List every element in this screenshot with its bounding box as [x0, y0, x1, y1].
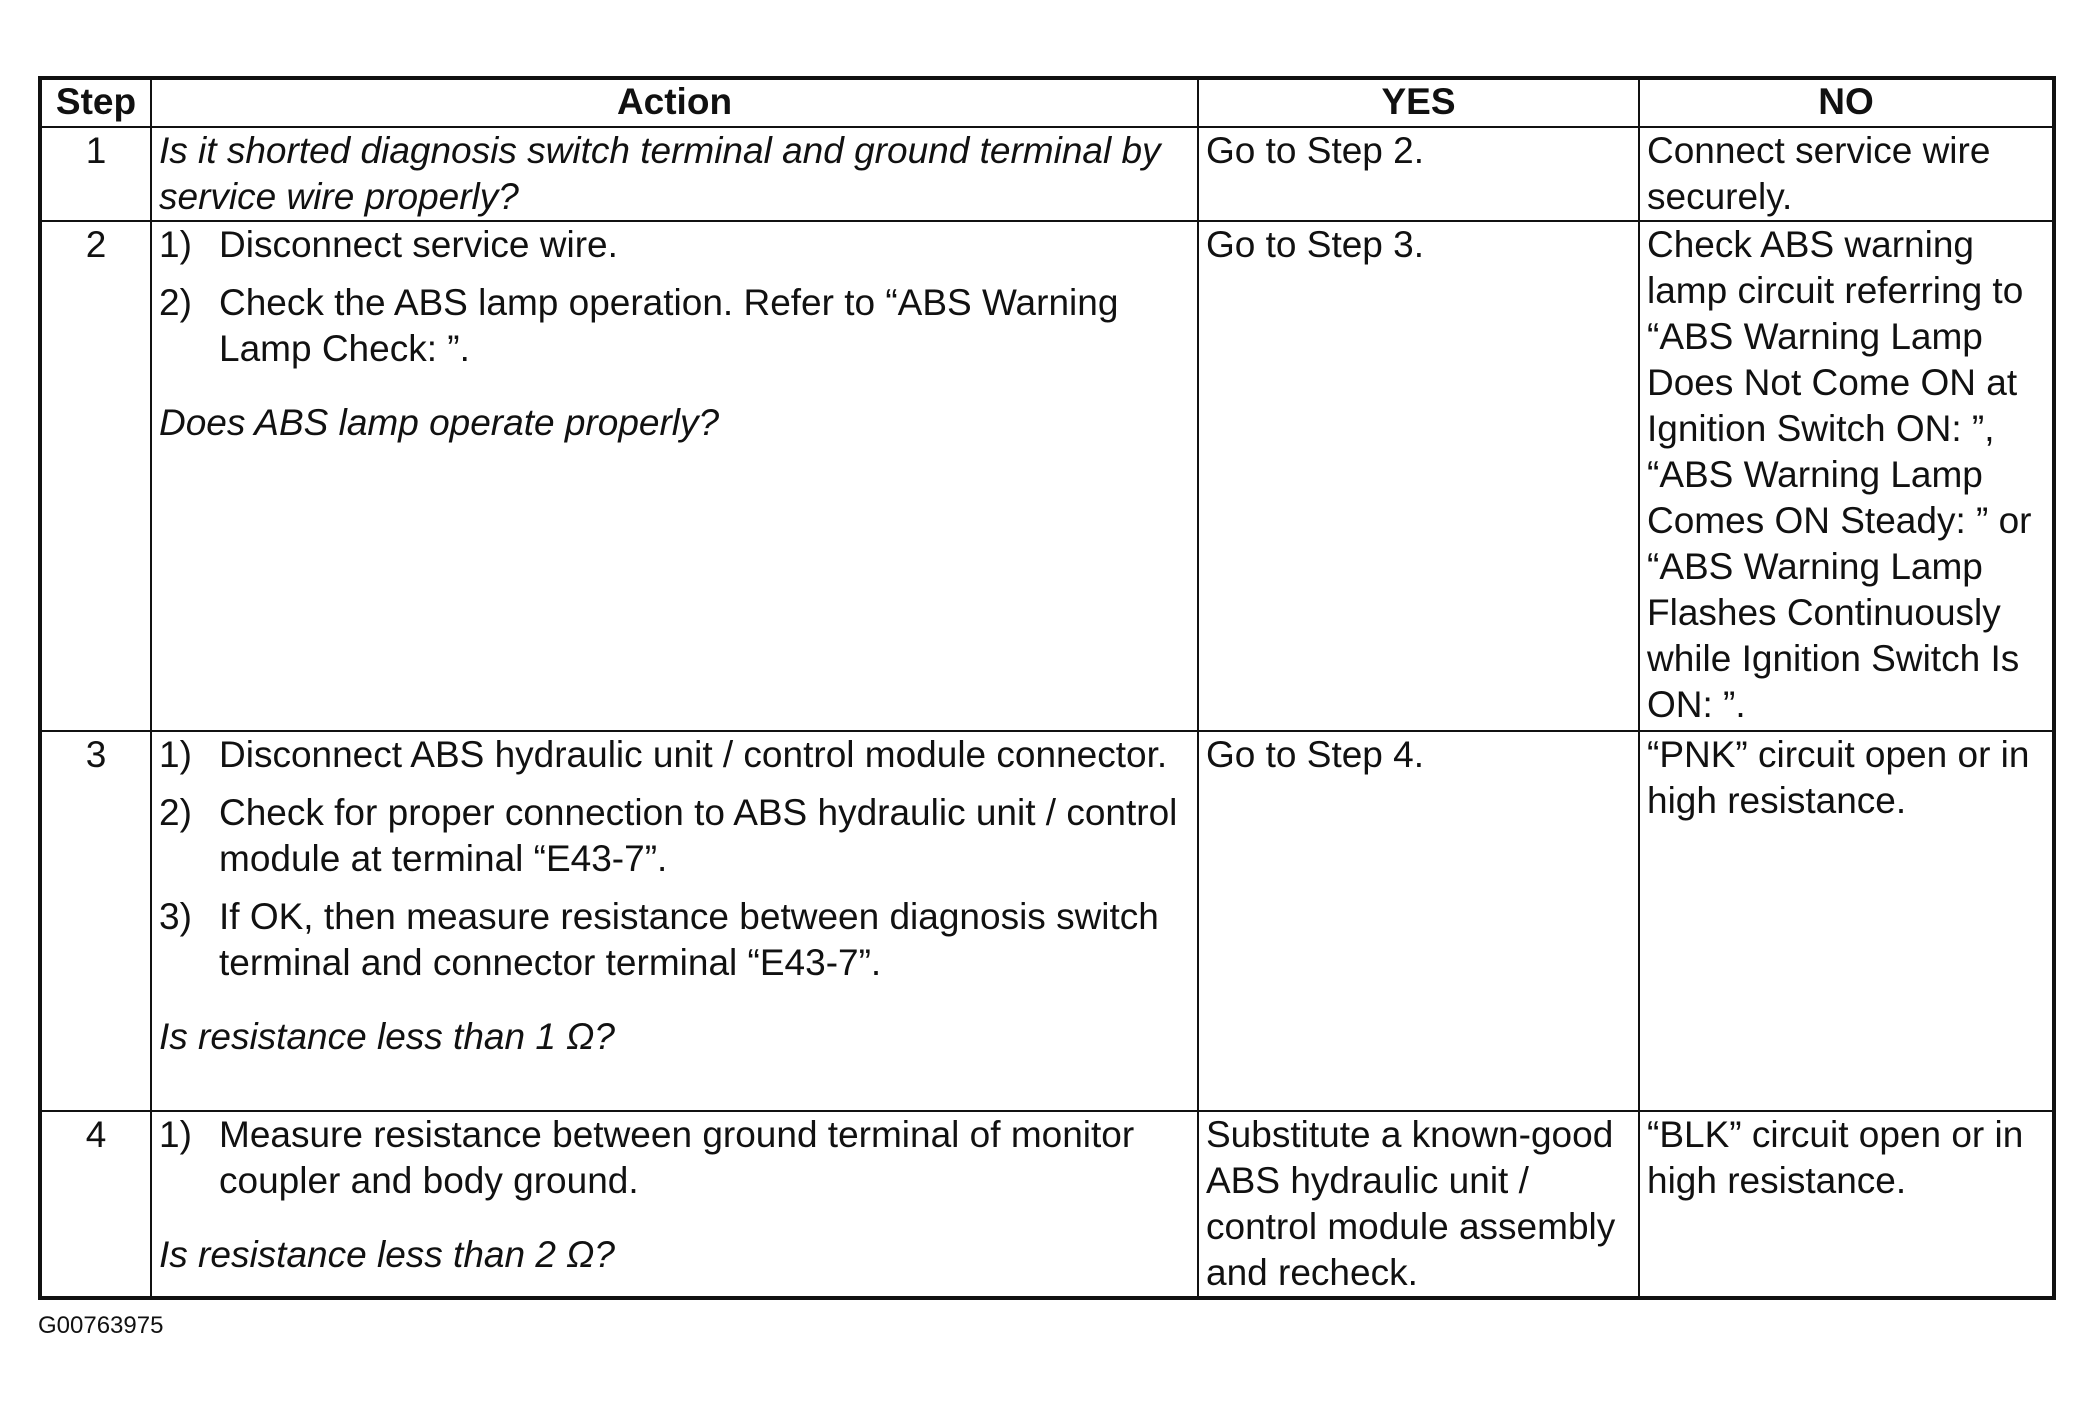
action-item-number: 1): [159, 734, 192, 775]
action-question: Is it shorted diagnosis switch terminal and ground terminal by service wire properly?: [159, 130, 1161, 217]
yes-cell: Go to Step 4.: [1198, 731, 1639, 1111]
action-item-number: 2): [159, 282, 192, 323]
action-cell: [151, 731, 1198, 1111]
action-cell: [151, 127, 1198, 221]
figure-id: G00763975: [38, 1312, 164, 1339]
action-item: [159, 732, 1190, 778]
action-item: [159, 222, 1190, 268]
yes-cell: Go to Step 3.: [1198, 221, 1639, 731]
header-yes: YES: [1198, 78, 1639, 127]
header-step: Step: [40, 78, 151, 127]
action-list: [159, 1112, 1190, 1204]
action-item: [159, 790, 1190, 882]
action-cell: [151, 1111, 1198, 1298]
action-item: [159, 280, 1190, 372]
no-cell: “BLK” circuit open or in high resistance.: [1639, 1111, 2054, 1298]
action-question: Is resistance less than 1 Ω?: [159, 1016, 615, 1057]
no-cell: Check ABS warning lamp circuit referring to “ABS Warning Lamp Does Not Come ON at Ignition Switch ON: ”, “ABS Warning Lamp Comes ON Steady: ” or “ABS Warning Lamp Flashes Continuously while Ignition Switch Is ON: ”.: [1639, 221, 2054, 731]
step-number: 3: [40, 731, 151, 1111]
action-item-text: Check the ABS lamp operation. Refer to “ABS Warning Lamp Check: ”.: [219, 282, 1119, 369]
no-cell: “PNK” circuit open or in high resistance.: [1639, 731, 2054, 1111]
yes-cell: Go to Step 2.: [1198, 127, 1639, 221]
action-question: Does ABS lamp operate properly?: [159, 402, 720, 443]
diagnostic-steps-table: [38, 76, 2056, 1300]
action-item-text: Check for proper connection to ABS hydraulic unit / control module at terminal “E43-7”.: [219, 792, 1178, 879]
table-row-step-1: [40, 127, 2054, 221]
step-number: 1: [40, 127, 151, 221]
action-item-number: 1): [159, 1114, 192, 1155]
step-number: 2: [40, 221, 151, 731]
action-item: [159, 1112, 1190, 1204]
action-question: Is resistance less than 2 Ω?: [159, 1234, 615, 1275]
action-cell: [151, 221, 1198, 731]
action-item-number: 1): [159, 224, 192, 265]
table-row-step-2: [40, 221, 2054, 731]
table-header-row: [40, 78, 2054, 127]
yes-cell: Substitute a known-good ABS hydraulic unit / control module assembly and recheck.: [1198, 1111, 1639, 1298]
table-row-step-3: [40, 731, 2054, 1111]
header-action: Action: [151, 78, 1198, 127]
action-list: [159, 222, 1190, 372]
action-item-text: Disconnect ABS hydraulic unit / control module connector.: [219, 734, 1168, 775]
action-list: [159, 732, 1190, 986]
action-item-text: If OK, then measure resistance between diagnosis switch terminal and connector terminal “E43-7”.: [219, 896, 1159, 983]
action-item-number: 3): [159, 896, 192, 937]
step-number: 4: [40, 1111, 151, 1298]
table-row-step-4: [40, 1111, 2054, 1298]
no-cell: Connect service wire securely.: [1639, 127, 2054, 221]
action-item-text: Disconnect service wire.: [219, 224, 618, 265]
action-item: [159, 894, 1190, 986]
action-item-text: Measure resistance between ground terminal of monitor coupler and body ground.: [219, 1114, 1135, 1201]
header-no: NO: [1639, 78, 2054, 127]
action-item-number: 2): [159, 792, 192, 833]
